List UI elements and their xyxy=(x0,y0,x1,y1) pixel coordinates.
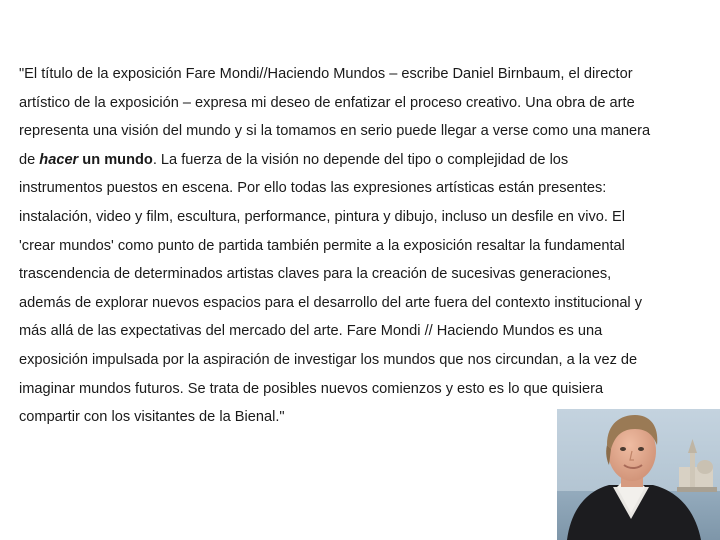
quote-line: instrumentos puestos en escena. Por ello todas las expresiones artísticas están presentes: xyxy=(19,180,607,197)
quote-line: además de explorar nuevos espacios para el desarrollo del arte fuera del contexto institucional y xyxy=(19,294,643,311)
quote-line: 'crear mundos' como punto de partida también permite a la exposición resaltar la fundamental xyxy=(19,237,625,254)
quote-fragment: . La fuerza de la visión no depende del tipo o complejidad de los xyxy=(152,151,569,168)
bold-phrase: un mundo xyxy=(78,151,153,168)
quote-line: instalación, video y film, escultura, performance, pintura y dibujo, incluso un desfile en vivo. El xyxy=(19,208,625,225)
quote-line: compartir con los visitantes de la Bienal." xyxy=(19,409,285,426)
quote-line: imaginar mundos futuros. Se trata de posibles nuevos comienzos y esto es lo que quisiera xyxy=(19,380,604,397)
quote-line xyxy=(19,146,719,175)
emphasized-word: hacer xyxy=(39,151,79,168)
quote-line: representa una visión del mundo y si la tomamos en serio puede llegar a verse como una manera xyxy=(19,123,651,140)
quote-line: trascendencia de determinados artistas claves para la creación de sucesivas generaciones, xyxy=(19,266,612,283)
quote-line: artístico de la exposición – expresa mi deseo de enfatizar el proceso creativo. Una obra de arte xyxy=(19,94,635,111)
quote-line: "El título de la exposición Fare Mondi//Haciendo Mundos – escribe Daniel Birnbaum, el director xyxy=(19,66,633,82)
quote-fragment: de xyxy=(19,151,40,168)
portrait-photo xyxy=(557,409,720,540)
quote-line: exposición impulsada por la aspiración de investigar los mundos que nos circundan, a la vez de xyxy=(19,351,638,368)
quote-text xyxy=(19,60,719,432)
quote-line: más allá de las expectativas del mercado del arte. Fare Mondi // Haciendo Mundos es una xyxy=(19,323,603,340)
